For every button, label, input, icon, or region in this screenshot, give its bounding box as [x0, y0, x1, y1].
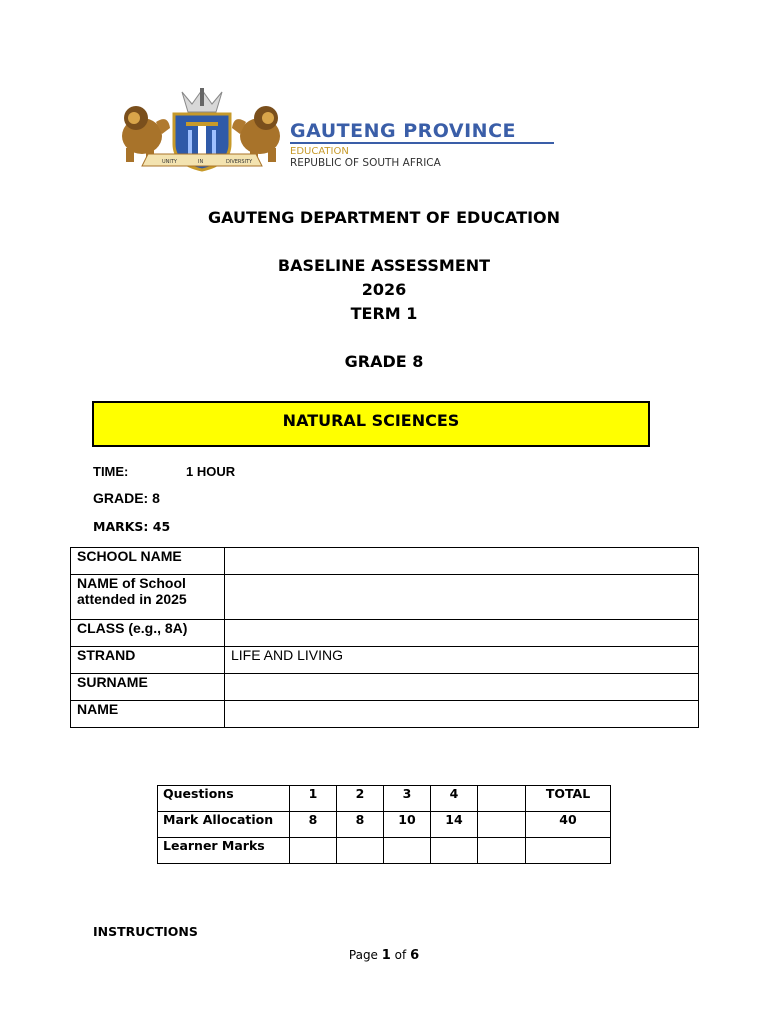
table-row	[71, 674, 699, 701]
class-field[interactable]	[225, 620, 699, 647]
mark-allocation-cell	[478, 812, 526, 838]
motto-center-text: IN	[198, 159, 204, 165]
table-row	[158, 812, 611, 838]
learner-marks-row-label: Learner Marks	[158, 838, 290, 864]
table-row	[71, 701, 699, 728]
learner-mark-total-cell[interactable]	[526, 838, 611, 864]
learner-info-table	[70, 547, 699, 728]
grade-heading: GRADE 8	[344, 352, 424, 371]
time-label: TIME:	[93, 464, 129, 479]
logo-title: GAUTENG PROVINCE	[290, 120, 516, 142]
instructions-heading: INSTRUCTIONS	[93, 924, 198, 939]
surname-label: SURNAME	[71, 674, 225, 701]
question-number-cell	[478, 786, 526, 812]
motto-right-text: DIVERSITY	[226, 159, 253, 165]
mark-allocation-cell: 8	[337, 812, 384, 838]
motto-left-text: UNITY	[162, 159, 177, 165]
logo-text-block	[290, 121, 554, 169]
mark-allocation-cell: 14	[431, 812, 478, 838]
question-number-cell: 1	[290, 786, 337, 812]
assessment-heading: BASELINE ASSESSMENT	[277, 256, 491, 275]
question-number-cell: 4	[431, 786, 478, 812]
learner-mark-cell[interactable]	[337, 838, 384, 864]
table-row	[71, 575, 699, 620]
term-heading: TERM 1	[350, 304, 418, 323]
strand-value: LIFE AND LIVING	[225, 647, 699, 674]
table-row	[71, 548, 699, 575]
table-row	[71, 647, 699, 674]
marks-table	[157, 785, 611, 864]
learner-mark-cell[interactable]	[478, 838, 526, 864]
page-footer	[0, 948, 768, 963]
marks-label: MARKS: 45	[93, 519, 171, 534]
department-heading: GAUTENG DEPARTMENT OF EDUCATION	[207, 208, 561, 227]
of-word: of	[394, 948, 407, 962]
subject-title: NATURAL SCIENCES	[282, 411, 460, 430]
grade-label: GRADE: 8	[93, 490, 160, 506]
school-name-label: SCHOOL NAME	[71, 548, 225, 575]
time-value: 1 HOUR	[186, 464, 236, 479]
table-row	[158, 838, 611, 864]
learner-mark-cell[interactable]	[290, 838, 337, 864]
learner-mark-cell[interactable]	[384, 838, 431, 864]
current-page-number: 1	[381, 948, 391, 963]
mark-allocation-cell: 8	[290, 812, 337, 838]
logo-subtitle-country: REPUBLIC OF SOUTH AFRICA	[290, 157, 441, 169]
questions-row-label: Questions	[158, 786, 290, 812]
logo-divider	[290, 142, 554, 144]
logo-subtitle-education: EDUCATION	[290, 146, 349, 157]
name-label: NAME	[71, 701, 225, 728]
total-header-cell: TOTAL	[526, 786, 611, 812]
surname-field[interactable]	[225, 674, 699, 701]
mark-allocation-row-label: Mark Allocation	[158, 812, 290, 838]
subject-banner	[92, 401, 650, 447]
question-number-cell: 2	[337, 786, 384, 812]
question-number-cell: 3	[384, 786, 431, 812]
page-word: Page	[348, 948, 378, 962]
school-name-field[interactable]	[225, 548, 699, 575]
year-heading: 2026	[361, 280, 407, 299]
class-label: CLASS (e.g., 8A)	[71, 620, 225, 647]
table-row	[71, 620, 699, 647]
motto-ribbon	[142, 154, 262, 166]
table-row	[158, 786, 611, 812]
strand-label: STRAND	[71, 647, 225, 674]
previous-school-label: NAME of School attended in 2025	[71, 575, 225, 620]
mark-allocation-total-cell: 40	[526, 812, 611, 838]
previous-school-field[interactable]	[225, 575, 699, 620]
mark-allocation-cell: 10	[384, 812, 431, 838]
total-pages-number: 6	[410, 948, 420, 963]
crest-icon	[182, 88, 222, 112]
learner-mark-cell[interactable]	[431, 838, 478, 864]
name-field[interactable]	[225, 701, 699, 728]
